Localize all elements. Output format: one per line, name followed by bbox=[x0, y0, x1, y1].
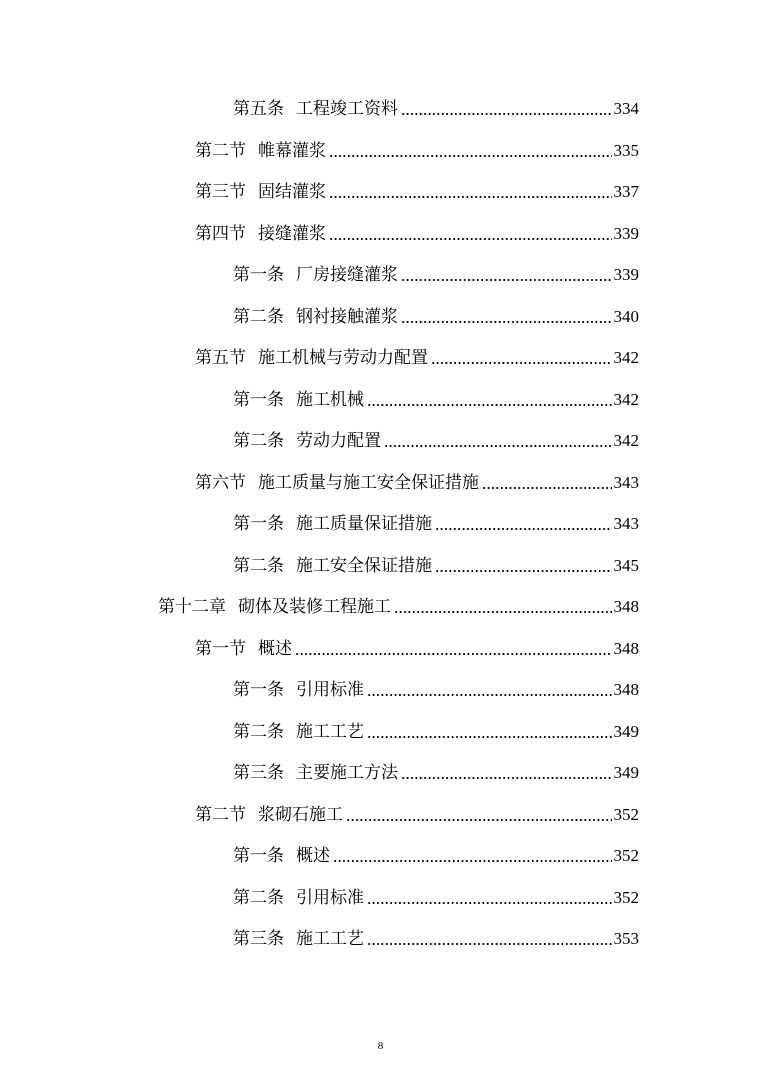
toc-entry[interactable] bbox=[158, 588, 639, 618]
toc-entry[interactable] bbox=[233, 547, 639, 577]
toc-entry-title: 施工质量与施工安全保证措施 bbox=[258, 472, 479, 493]
dot-leader bbox=[401, 113, 612, 115]
toc-entry-page: 348 bbox=[613, 680, 639, 699]
dot-leader bbox=[329, 155, 612, 157]
toc-entry-page: 349 bbox=[613, 763, 639, 782]
toc-entry-label: 第三节 bbox=[195, 182, 246, 202]
toc-entry[interactable] bbox=[233, 505, 639, 535]
toc-entry-title: 固结灌浆 bbox=[258, 182, 326, 202]
toc-entry-page: 337 bbox=[613, 182, 639, 201]
toc-entry-page: 342 bbox=[613, 389, 639, 409]
dot-leader bbox=[401, 321, 612, 323]
toc-entry-page: 342 bbox=[613, 431, 639, 450]
toc-entry-page: 345 bbox=[613, 555, 639, 575]
dot-leader bbox=[435, 528, 612, 530]
toc-entry[interactable] bbox=[233, 381, 639, 411]
toc-entry-title: 砌体及装修工程施工 bbox=[238, 597, 391, 617]
dot-leader bbox=[367, 902, 612, 904]
toc-entry-title: 概述 bbox=[258, 638, 292, 659]
toc-entry-label: 第二节 bbox=[195, 804, 246, 825]
dot-leader bbox=[367, 943, 612, 945]
toc-entry-title: 浆砌石施工 bbox=[258, 804, 343, 825]
toc-entry-title: 厂房接缝灌浆 bbox=[296, 265, 398, 285]
page-number: 8 bbox=[377, 1040, 384, 1052]
toc-entry[interactable] bbox=[195, 796, 639, 826]
toc-entry[interactable] bbox=[233, 754, 639, 784]
toc-entry-page: 339 bbox=[613, 265, 639, 284]
toc-entry[interactable] bbox=[195, 339, 639, 369]
toc-entry-title: 施工工艺 bbox=[296, 929, 364, 949]
dot-leader bbox=[329, 196, 612, 198]
toc-entry-title: 引用标准 bbox=[296, 680, 364, 700]
toc-entry-page: 334 bbox=[613, 99, 639, 118]
dot-leader bbox=[401, 777, 612, 779]
dot-leader bbox=[367, 404, 612, 406]
toc-entry[interactable] bbox=[195, 464, 639, 494]
toc-entry-title: 钢衬接触灌浆 bbox=[296, 306, 398, 327]
dot-leader bbox=[401, 279, 612, 281]
toc-entry-page: 335 bbox=[613, 140, 639, 160]
toc-entry-label: 第二节 bbox=[195, 140, 246, 161]
toc-entry-label: 第三条 bbox=[233, 929, 284, 949]
toc-entry-label: 第一条 bbox=[233, 265, 284, 285]
dot-leader bbox=[333, 860, 612, 862]
toc-entry-label: 第一条 bbox=[233, 514, 284, 534]
toc-entry-page: 343 bbox=[613, 472, 639, 492]
toc-entry-title: 施工工艺 bbox=[296, 721, 364, 742]
toc-entry-title: 接缝灌浆 bbox=[258, 223, 326, 244]
toc-entry-label: 第一条 bbox=[233, 846, 284, 866]
toc-entry-page: 342 bbox=[613, 348, 639, 367]
dot-leader bbox=[384, 445, 612, 447]
toc-entry-label: 第六节 bbox=[195, 472, 246, 493]
toc-entry-page: 352 bbox=[613, 887, 639, 907]
toc-entry-title: 施工质量保证措施 bbox=[296, 514, 432, 534]
toc-entry-label: 第三条 bbox=[233, 763, 284, 783]
toc-entry-page: 352 bbox=[613, 804, 639, 824]
toc-entry-title: 工程竣工资料 bbox=[296, 99, 398, 119]
toc-entry-label: 第二条 bbox=[233, 431, 284, 451]
toc-entry-label: 第二条 bbox=[233, 721, 284, 742]
toc-entry[interactable] bbox=[233, 671, 639, 701]
dot-leader bbox=[435, 570, 612, 572]
toc-entry-title: 劳动力配置 bbox=[296, 431, 381, 451]
toc-entry-page: 352 bbox=[613, 846, 639, 865]
toc-entry[interactable] bbox=[233, 256, 639, 286]
toc-entry-label: 第十二章 bbox=[158, 597, 226, 617]
toc-entry[interactable] bbox=[233, 713, 639, 743]
toc-entry-title: 施工安全保证措施 bbox=[296, 555, 432, 576]
toc-entry-label: 第四节 bbox=[195, 223, 246, 244]
toc-entry-label: 第二条 bbox=[233, 555, 284, 576]
toc-entry-title: 施工机械与劳动力配置 bbox=[258, 348, 428, 368]
toc-entry-label: 第一条 bbox=[233, 680, 284, 700]
toc-entry-page: 348 bbox=[613, 638, 639, 658]
toc-entry[interactable] bbox=[233, 879, 639, 909]
toc-entry-title: 帷幕灌浆 bbox=[258, 140, 326, 161]
toc-entry-page: 340 bbox=[613, 306, 639, 326]
toc-entry[interactable] bbox=[233, 90, 639, 120]
toc-entry[interactable] bbox=[195, 630, 639, 660]
toc-entry-page: 343 bbox=[613, 514, 639, 533]
toc-entry[interactable] bbox=[233, 920, 639, 950]
toc-entry-label: 第二条 bbox=[233, 887, 284, 908]
dot-leader bbox=[367, 694, 612, 696]
toc-entry-page: 353 bbox=[613, 929, 639, 948]
toc-entry[interactable] bbox=[233, 298, 639, 328]
dot-leader bbox=[431, 362, 612, 364]
dot-leader bbox=[482, 487, 612, 489]
toc-entry-page: 349 bbox=[613, 721, 639, 741]
toc-entry[interactable] bbox=[233, 837, 639, 867]
toc-entry-title: 主要施工方法 bbox=[296, 763, 398, 783]
toc-entry-title: 概述 bbox=[296, 846, 330, 866]
toc-entry[interactable] bbox=[195, 132, 639, 162]
toc-entry-label: 第五条 bbox=[233, 99, 284, 119]
toc-entry-label: 第二条 bbox=[233, 306, 284, 327]
dot-leader bbox=[367, 736, 612, 738]
toc-entry[interactable] bbox=[195, 173, 639, 203]
toc-entry-title: 施工机械 bbox=[296, 389, 364, 410]
toc-entry-label: 第一节 bbox=[195, 638, 246, 659]
toc-entry-page: 339 bbox=[613, 223, 639, 243]
toc-entry-label: 第五节 bbox=[195, 348, 246, 368]
dot-leader bbox=[394, 611, 612, 613]
dot-leader bbox=[329, 238, 612, 240]
toc-entry[interactable] bbox=[195, 215, 639, 245]
toc-entry-label: 第一条 bbox=[233, 389, 284, 410]
toc-entry-page: 348 bbox=[613, 597, 639, 616]
dot-leader bbox=[346, 819, 612, 821]
dot-leader bbox=[295, 653, 612, 655]
toc-entry[interactable] bbox=[233, 422, 639, 452]
toc-entry-title: 引用标准 bbox=[296, 887, 364, 908]
